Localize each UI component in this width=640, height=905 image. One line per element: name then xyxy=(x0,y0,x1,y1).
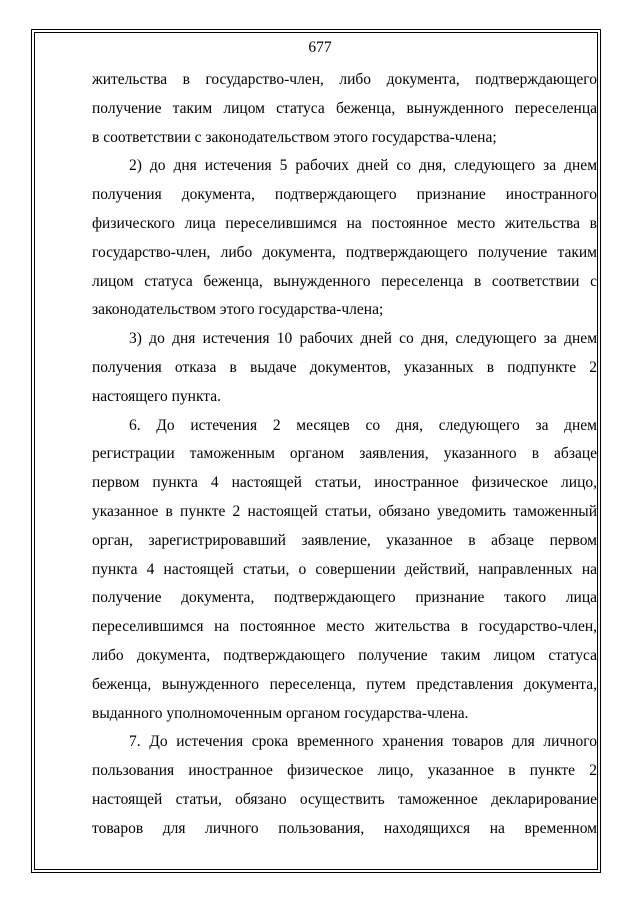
text-line: 7. До истечения срока временного хранения товаров для личного xyxy=(129,733,597,751)
text-line: либо документа, подтверждающего получение таким лицом статуса xyxy=(92,646,597,664)
text-line: орган, зарегистрировавший заявление, указанное в абзаце первом xyxy=(92,531,597,549)
text-line: лицом статуса беженца, вынужденного переселенца в соответствии с xyxy=(92,272,597,290)
text-line: пользования иностранное физическое лицо, указанное в пункте 2 xyxy=(92,762,597,780)
text-line: настоящего пункта. xyxy=(92,387,222,405)
text-line: государство-член, либо документа, подтверждающего получение таким xyxy=(92,243,597,261)
text-line: первом пункта 4 настоящей статьи, иностранное физическое лицо, xyxy=(92,474,597,492)
text-line: в соответствии с законодательством этого государства-члена; xyxy=(92,128,497,146)
text-line: регистрации таможенным органом заявления, указанного в абзаце xyxy=(92,445,597,463)
text-line: законодательством этого государства-члена; xyxy=(92,301,384,319)
text-line: выданного уполномоченным органом государства-члена. xyxy=(92,704,469,722)
text-line: переселившимся на постоянное место жительства в государство-член, xyxy=(92,618,597,636)
text-line: беженца, вынужденного переселенца, путем представления документа, xyxy=(92,675,597,693)
text-line: пункта 4 настоящей статьи, о совершении действий, направленных на xyxy=(92,560,597,578)
text-line: получения отказа в выдаче документов, указанных в подпункте 2 xyxy=(92,358,597,376)
text-line: жительства в государство-член, либо документа, подтверждающего xyxy=(92,71,597,88)
text-line: получения документа, подтверждающего признание иностранного xyxy=(92,186,597,204)
text-line: получение документа, подтверждающего признание такого лица xyxy=(92,589,597,607)
text-line: настоящей статьи, обязано осуществить таможенное декларирование xyxy=(92,790,597,808)
text-line: 6. До истечения 2 месяцев со дня, следующего за днем xyxy=(129,416,597,434)
document-body-text xyxy=(92,66,597,844)
text-line: физического лица переселившимся на постоянное место жительства в xyxy=(92,214,597,232)
text-line: указанное в пункте 2 настоящей статьи, обязано уведомить таможенный xyxy=(92,502,597,520)
text-line: 3) до дня истечения 10 рабочих дней со дня, следующего за днем xyxy=(129,330,597,348)
text-line: товаров для личного пользования, находящихся на временном xyxy=(92,819,597,837)
page-number: 677 xyxy=(308,39,332,56)
text-line: получение таким лицом статуса беженца, вынужденного переселенца xyxy=(92,99,597,117)
text-line: 2) до дня истечения 5 рабочих дней со дня, следующего за днем xyxy=(129,157,597,175)
